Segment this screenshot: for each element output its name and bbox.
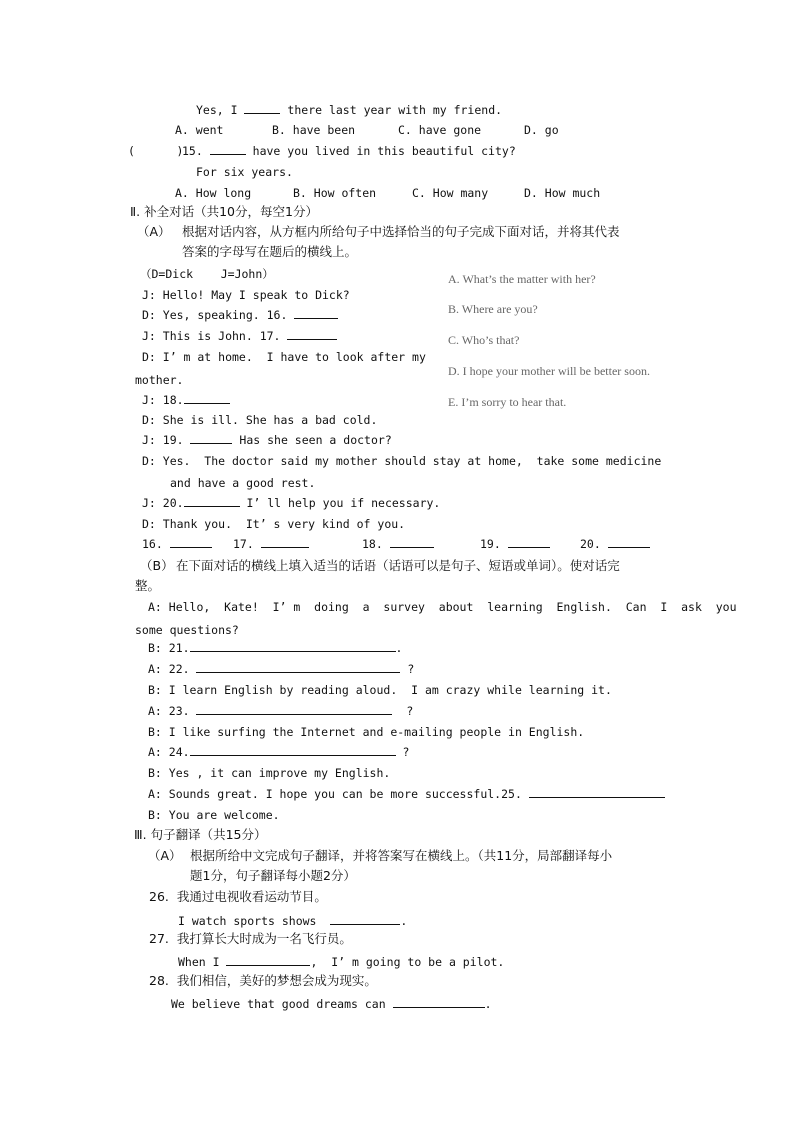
blank-15[interactable] [210, 143, 246, 155]
section-2a-instruction-2: 答案的字母写在题后的横线上。 [182, 244, 358, 259]
q14-option-b: B. have been [272, 123, 356, 137]
blank-18[interactable] [184, 392, 230, 404]
dialog-b-line-10: B: You are welcome. [148, 808, 280, 822]
q14-option-a: A. went [175, 123, 224, 137]
blank-22[interactable] [196, 661, 400, 673]
section-3a-label: （A） [148, 848, 182, 863]
dialog-a-line-2: D: Yes, speaking. 16. [142, 307, 338, 323]
dialog-b-line-7: A: 24. ? [148, 745, 410, 759]
q28-chinese: 28. 我们相信，美好的梦想会成为现实。 [149, 973, 377, 988]
option-a: A. What’s the matter with her? [448, 272, 596, 286]
dialog-b-line-1: A: Hello, Kate! I’ m doing a survey about learning English. Can I ask you [148, 600, 737, 614]
q15-option-b: B. How often [293, 186, 377, 200]
blank-24[interactable] [190, 744, 396, 756]
dialog-a-line-7: J: 19. Has she seen a doctor? [142, 433, 392, 447]
q26-chinese: 26. 我通过电视收看运动节目。 [149, 889, 327, 904]
q26-english: I watch sports shows . [178, 914, 408, 928]
dialog-b-line-9: A: Sounds great. I hope you can be more successful.25. [148, 786, 665, 802]
option-e: E. I’m sorry to hear that. [448, 395, 567, 409]
section-3a-instruction-2: 题1分，句子翻译每小题2分） [190, 868, 356, 883]
q15-option-c: C. How many [412, 186, 489, 200]
dialog-b-line-1-cont: some questions? [135, 623, 239, 637]
q15-question: 15. have you lived in this beautiful city? [182, 144, 516, 158]
section-2b-instruction-2: 整。 [135, 578, 161, 593]
dialog-b-line-5: A: 23. ? [148, 704, 414, 718]
answer-18-blank[interactable] [390, 536, 434, 548]
dialog-b-line-4: B: I learn English by reading aloud. I am crazy while learning it. [148, 683, 612, 697]
answer-20-blank[interactable] [608, 536, 650, 548]
q15-paren: ( ) [128, 144, 184, 158]
answer-18: 18. [362, 536, 434, 552]
q27-chinese: 27. 我打算长大时成为一名飞行员。 [149, 931, 352, 946]
dialog-a-line-5: J: 18. [142, 392, 230, 408]
dialog-a-line-9: J: 20. I’ ll help you if necessary. [142, 496, 441, 510]
dialog-a-line-10: D: Thank you. It’ s very kind of you. [142, 517, 406, 531]
q14-answer-line: Yes, I there last year with my friend. [196, 103, 503, 117]
dialog-a-line-6: D: She is ill. She has a bad cold. [142, 413, 378, 427]
q28-english: We believe that good dreams can . [171, 997, 492, 1011]
blank-14[interactable] [244, 102, 280, 114]
dialog-a-line-4-cont: mother. [135, 373, 184, 387]
q15-option-d: D. How much [524, 186, 601, 200]
section-3a-instruction-1: 根据所给中文完成句子翻译，并将答案写在横线上。（共11分，局部翻译每小 [190, 848, 613, 863]
blank-23[interactable] [196, 703, 392, 715]
section-3-title: Ⅲ. 句子翻译（共15分） [134, 827, 267, 842]
answer-16: 16. [142, 536, 212, 552]
answer-19: 19. [480, 536, 550, 552]
section-2b-instruction-1: 在下面对话的横线上填入适当的话语（话语可以是句子、短语或单词）。使对话完 [176, 558, 620, 573]
blank-21[interactable] [190, 640, 396, 652]
blank-25[interactable] [529, 786, 665, 798]
option-c: C. Who’s that? [448, 333, 520, 347]
dialog-a-line-8-cont: and have a good rest. [170, 476, 316, 490]
section-2a-instruction-1: 根据对话内容，从方框内所给句子中选择恰当的句子完成下面对话，并将其代表 [182, 224, 620, 239]
blank-19[interactable] [190, 432, 232, 444]
q14-option-d: D. go [524, 123, 559, 137]
blank-27[interactable] [226, 954, 310, 966]
dialog-b-line-3: A: 22. ? [148, 662, 415, 676]
q27-english: When I , I’ m going to be a pilot. [178, 955, 505, 969]
options-box [440, 266, 672, 416]
answer-17: 17. [233, 536, 309, 552]
dialog-b-line-8: B: Yes , it can improve my English. [148, 766, 391, 780]
section-2a-label: （A） [137, 224, 171, 239]
answer-16-blank[interactable] [170, 536, 212, 548]
dialog-a-line-8: D: Yes. The doctor said my mother should stay at home, take some medicine [142, 454, 662, 468]
dialog-a-line-4: D: I’ m at home. I have to look after my [142, 350, 426, 364]
option-b: B. Where are you? [448, 302, 538, 316]
answer-19-blank[interactable] [508, 536, 550, 548]
option-d: D. I hope your mother will be better soon. [448, 364, 650, 378]
blank-16[interactable] [294, 307, 338, 319]
q14-option-c: C. have gone [398, 123, 482, 137]
dialog-b-line-2: B: 21. . [148, 641, 403, 655]
answer-17-blank[interactable] [261, 536, 309, 548]
dialog-a-line-3: J: This is John. 17. [142, 328, 337, 344]
section-2-title: Ⅱ. 补全对话（共10分，每空1分） [130, 204, 318, 219]
blank-28[interactable] [393, 996, 485, 1008]
section-2b-label: （B） [140, 558, 174, 573]
q15-option-a: A. How long [175, 186, 252, 200]
blank-26[interactable] [330, 913, 400, 925]
speakers-legend: （D=Dick J=John） [140, 267, 274, 281]
answer-20: 20. [580, 536, 650, 552]
dialog-b-line-6: B: I like surfing the Internet and e-mailing people in English. [148, 725, 585, 739]
dialog-a-line-1: J: Hello! May I speak to Dick? [142, 288, 350, 302]
blank-20[interactable] [184, 495, 240, 507]
blank-17[interactable] [287, 328, 337, 340]
q15-answer: For six years. [196, 165, 293, 179]
